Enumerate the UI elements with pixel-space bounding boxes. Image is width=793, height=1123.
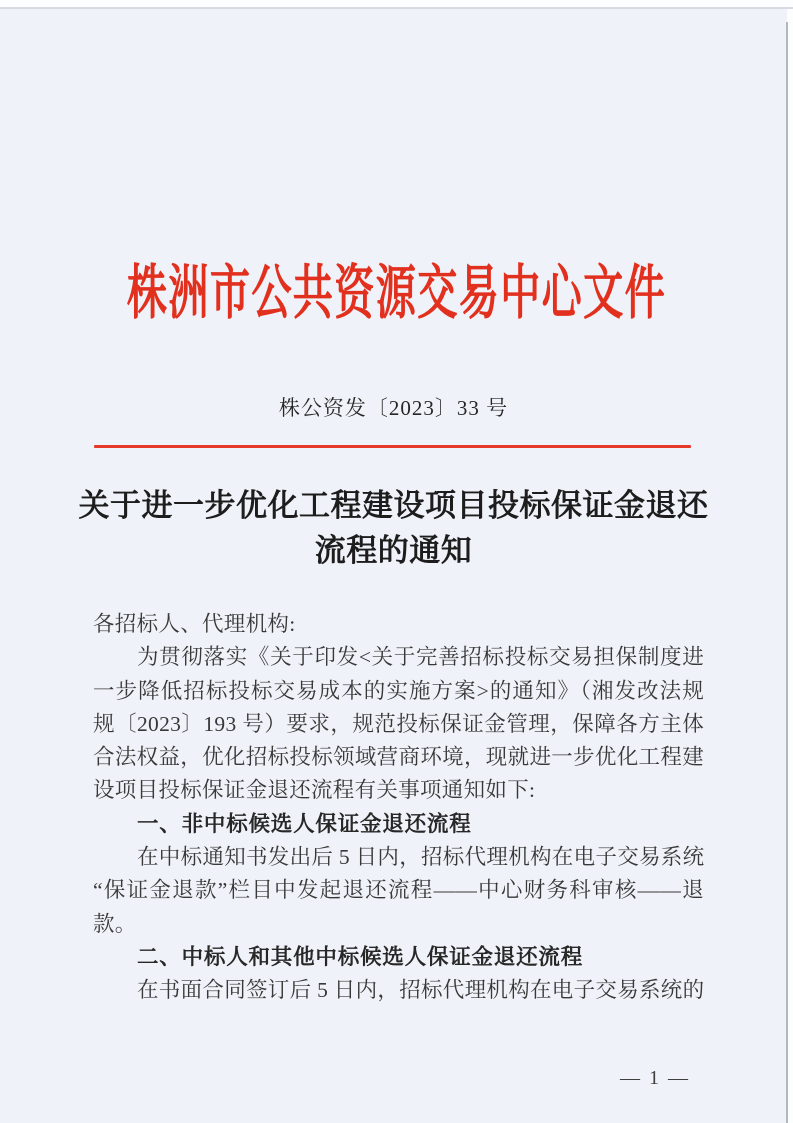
body-line: 为贯彻落实《关于印发<关于完善招标投标交易担保制度进 [137,645,704,670]
scan-edge-top [0,7,793,9]
body-line: 设项目投标保证金退还流程有关事项通知如下: [93,778,536,803]
section-heading-1: 一、非中标候选人保证金退还流程 [137,811,472,836]
red-divider-rule [94,445,691,448]
document-title [0,483,787,573]
body-line: 在中标通知书发出后 5 日内，招标代理机构在电子交易系统 [137,845,704,870]
body-line: 在书面合同签订后 5 日内，招标代理机构在电子交易系统的 [137,978,704,1003]
body-line: 规〔2023〕193 号）要求，规范投标保证金管理，保障各方主体 [93,711,704,736]
scan-edge-right [786,22,788,1123]
section-heading-2: 二、中标人和其他中标候选人保证金退还流程 [137,944,584,969]
issuing-org-header [0,245,787,330]
body-line: 一步降低招标投标交易成本的实施方案>的通知》（湘发改法规 [93,678,704,703]
body-line: 合法权益，优化招标投标领域营商环境，现就进一步优化工程建 [93,745,704,770]
issuing-org-header-text: 株洲市公共资源交易中心文件 [126,260,667,326]
salutation-line: 各招标人、代理机构: [93,612,296,636]
body-line: “保证金退款”栏目中发起退还流程——中心财务科审核——退 [93,878,704,903]
body-text [93,608,704,1008]
page-number: — 1 — [620,1067,690,1089]
document-reference-number: 株公资发〔2023〕33 号 [278,396,509,420]
body-line: 款。 [93,911,137,936]
scanned-document-page [0,9,787,1123]
document-title-line-2: 流程的通知 [314,533,473,568]
document-title-line-1: 关于进一步优化工程建设项目投标保证金退还 [78,488,709,523]
